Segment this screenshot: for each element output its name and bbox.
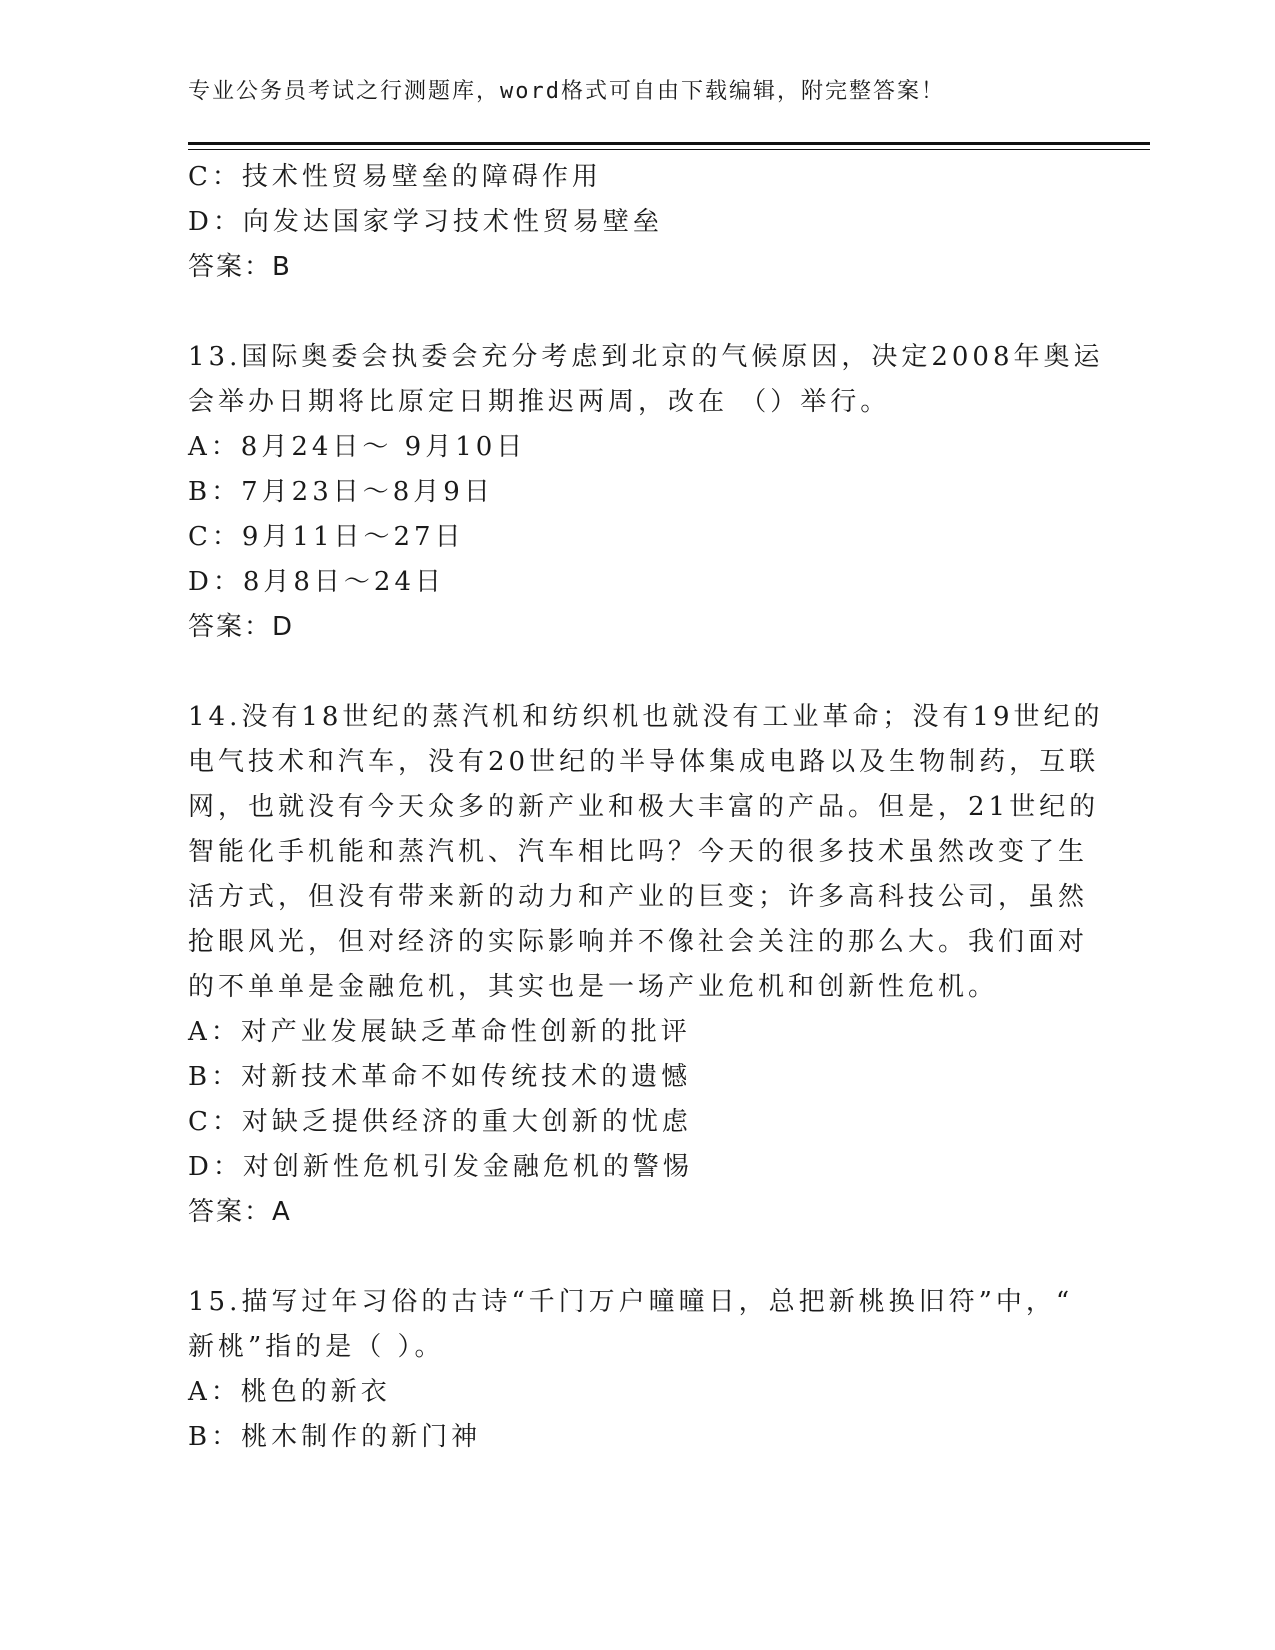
option-b: B：对新技术革命不如传统技术的遗憾 (188, 1062, 692, 1092)
option-c: C：技术性贸易壁垒的障碍作用 (188, 162, 602, 192)
question-text-line: 15.描写过年习俗的古诗“千门万户曈曈日，总把新桃换旧符”中，“ (188, 1287, 1074, 1317)
question-15 (188, 1280, 1088, 1460)
header-rule-thin (188, 149, 1150, 150)
page-header: 专业公务员考试之行测题库，word格式可自由下载编辑，附完整答案！ (188, 79, 945, 104)
question-text-line: 会举办日期将比原定日期推迟两周，改在 （）举行。 (188, 387, 891, 417)
answer-label: 答案：A (188, 1197, 292, 1227)
option-c: C：对缺乏提供经济的重大创新的忧虑 (188, 1107, 692, 1137)
option-d: D：对创新性危机引发金融危机的警惕 (188, 1152, 693, 1182)
option-d: D：向发达国家学习技术性贸易壁垒 (188, 207, 663, 237)
answer-label: 答案：D (188, 612, 295, 642)
option-c: C：9月11日～27日 (188, 522, 465, 552)
question-text-line: 电气技术和汽车，没有20世纪的半导体集成电路以及生物制药，互联 (188, 747, 1100, 777)
question-text-line: 的不单单是金融危机，其实也是一场产业危机和创新性危机。 (188, 972, 999, 1002)
question-14 (188, 695, 1104, 1235)
question-text-line: 14.没有18世纪的蒸汽机和纺织机也就没有工业革命；没有19世纪的 (188, 702, 1104, 732)
answer-label: 答案：B (188, 252, 292, 282)
header-rule-thick (188, 142, 1150, 145)
question-text-line: 智能化手机能和蒸汽机、汽车相比吗？今天的很多技术虽然改变了生 (188, 837, 1089, 867)
question-text-line: 网，也就没有今天众多的新产业和极大丰富的产品。但是，21世纪的 (188, 792, 1100, 822)
option-b: B：桃木制作的新门神 (188, 1422, 482, 1452)
question-text-line: 抢眼风光，但对经济的实际影响并不像社会关注的那么大。我们面对 (188, 927, 1089, 957)
question-text-line: 13.国际奥委会执委会充分考虑到北京的气候原因，决定2008年奥运 (188, 342, 1104, 372)
question-content (188, 155, 1104, 1460)
option-a: A：8月24日～ 9月10日 (188, 432, 527, 462)
question-13 (188, 335, 1104, 650)
option-a: A：对产业发展缺乏革命性创新的批评 (188, 1017, 691, 1047)
option-d: D：8月8日～24日 (188, 567, 446, 597)
question-text-line: 活方式，但没有带来新的动力和产业的巨变；许多高科技公司，虽然 (188, 882, 1089, 912)
option-a: A：桃色的新衣 (188, 1377, 391, 1407)
option-b: B：7月23日～8月9日 (188, 477, 494, 507)
question-text-line: 新桃”指的是（ ）。 (188, 1332, 445, 1362)
